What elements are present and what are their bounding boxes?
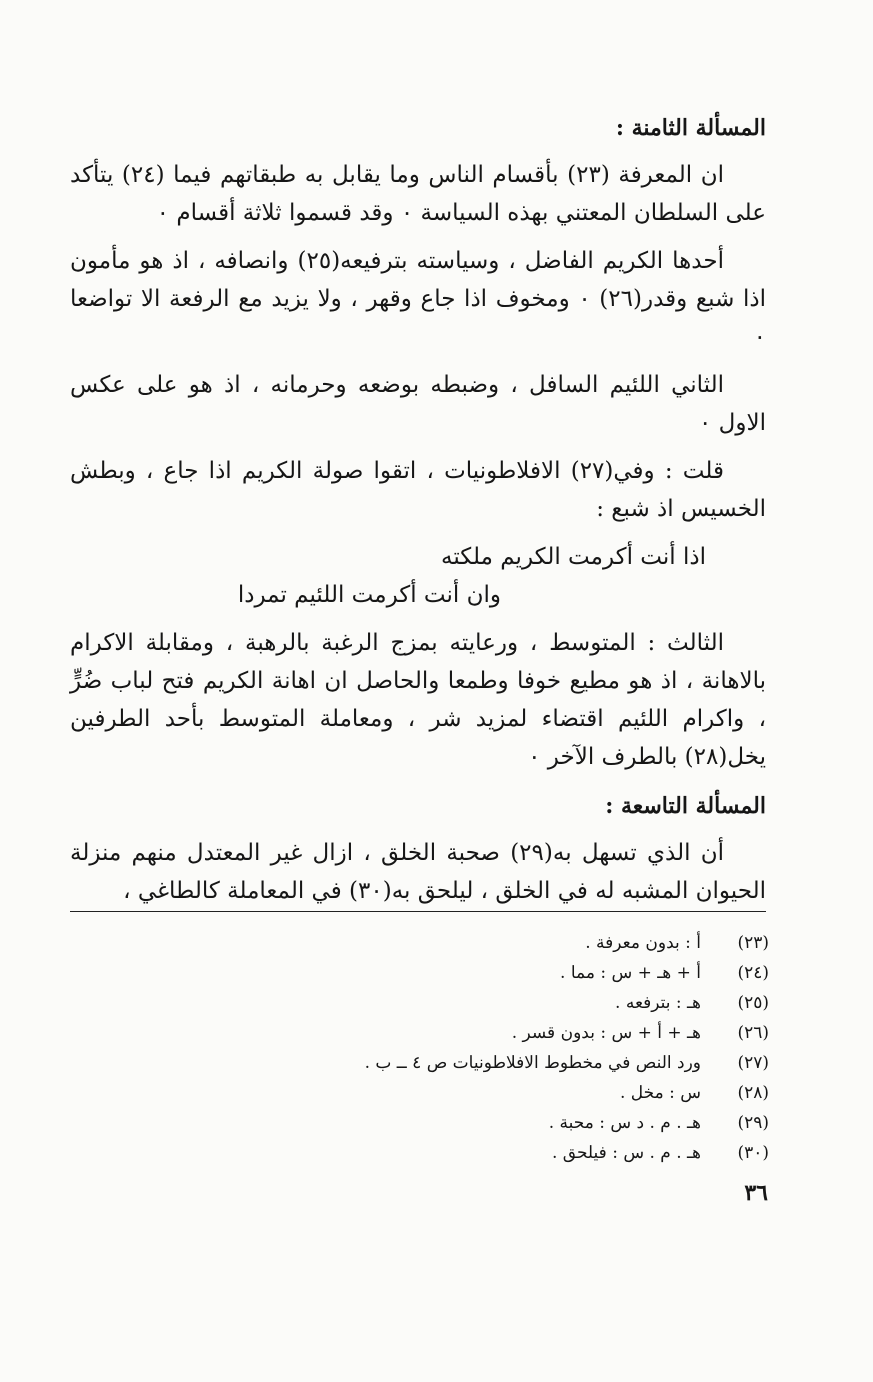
footnote: [169, 1048, 769, 1078]
section-heading-8: المسألة الثامنة :: [615, 115, 766, 141]
footnote: [169, 1108, 769, 1138]
page-number: ٣٦: [744, 1180, 768, 1206]
footnote: [169, 1138, 769, 1168]
footnote-text: هـ : بترفعه .: [615, 993, 701, 1013]
footnote-number: (٢٣): [737, 933, 769, 953]
footnote: [169, 1078, 769, 1108]
footnote-text: هـ . م . د س : محبة .: [548, 1113, 701, 1133]
paragraph: أحدها الكريم الفاضل ، وسياسته بترفيعه(٢٥) وانصافه ، اذ هو مأمون اذا شبع وقدر(٢٦) ٠ ومخوف اذا جاع وقهر ، ولا يزيد مع الرفعة الا تواضعا ٠: [70, 248, 766, 350]
footnote-number: (٢٩): [737, 1113, 769, 1133]
footnote-text: هـ + أ + س : بدون قسر .: [511, 1023, 701, 1043]
paragraph: الثالث : المتوسط ، ورعايته بمزج الرغبة بالرهبة ، ومقابلة الاكرام بالاهانة ، اذ هو مطيع خوفا وطمعا والحاصل ان اهانة الكريم فتح لباب ضُرٍّ ، واكرام اللئيم اقتضاء لمزيد شر ، ومعاملة المتوسط بأحد الطرفين يخل(٢٨) بالطرف الآخر ٠: [70, 630, 766, 770]
footnote-number: (٢٧): [737, 1053, 769, 1073]
paragraph: ان المعرفة (٢٣) بأقسام الناس وما يقابل به طبقاتهم فيما (٢٤) يتأكد على السلطان المعتني بهذه السياسة ٠ وقد قسموا ثلاثة أقسام ٠: [70, 162, 766, 226]
footnote: [169, 928, 769, 958]
footnote-number: (٢٨): [737, 1083, 769, 1103]
paragraph: الثاني اللئيم السافل ، وضبطه بوضعه وحرمانه ، اذ هو على عكس الاول ٠: [70, 372, 766, 436]
footnote: [169, 988, 769, 1018]
paragraph: أن الذي تسهل به(٢٩) صحبة الخلق ، ازال غير المعتدل منهم منزلة الحيوان المشبه له في الخلق ، ليلحق به(٣٠) في المعاملة كالطاغي ،: [70, 840, 766, 904]
footnotes: [169, 928, 769, 1168]
footnote-number: (٣٠): [737, 1143, 769, 1163]
footnote: [169, 1018, 769, 1048]
footnote-number: (٢٤): [737, 963, 769, 983]
verse-line: وان أنت أكرمت اللئيم تمردا: [237, 582, 501, 608]
footnote-text: هـ . م . س : فيلحق .: [551, 1143, 701, 1163]
main-text: [70, 108, 766, 920]
footnote-number: (٢٥): [737, 993, 769, 1013]
footnote-text: ورد النص في مخطوط الافلاطونيات ص ٤ ــ ب .: [364, 1053, 701, 1073]
paragraph: قلت : وفي(٢٧) الافلاطونيات ، اتقوا صولة الكريم اذا جاع ، وبطش الخسيس اذ شبع :: [70, 458, 766, 522]
footnote-divider: [70, 911, 766, 912]
footnote-text: أ : بدون معرفة .: [585, 933, 701, 953]
footnote-text: س : مخل .: [619, 1083, 701, 1103]
footnote: [169, 958, 769, 988]
poem-verse: [70, 538, 766, 614]
footnote-text: أ + هـ + س : مما .: [560, 963, 701, 983]
footnote-number: (٢٦): [737, 1023, 769, 1043]
verse-line: اذا أنت أكرمت الكريم ملكته: [441, 544, 706, 570]
section-heading-9: المسألة التاسعة :: [605, 793, 766, 819]
